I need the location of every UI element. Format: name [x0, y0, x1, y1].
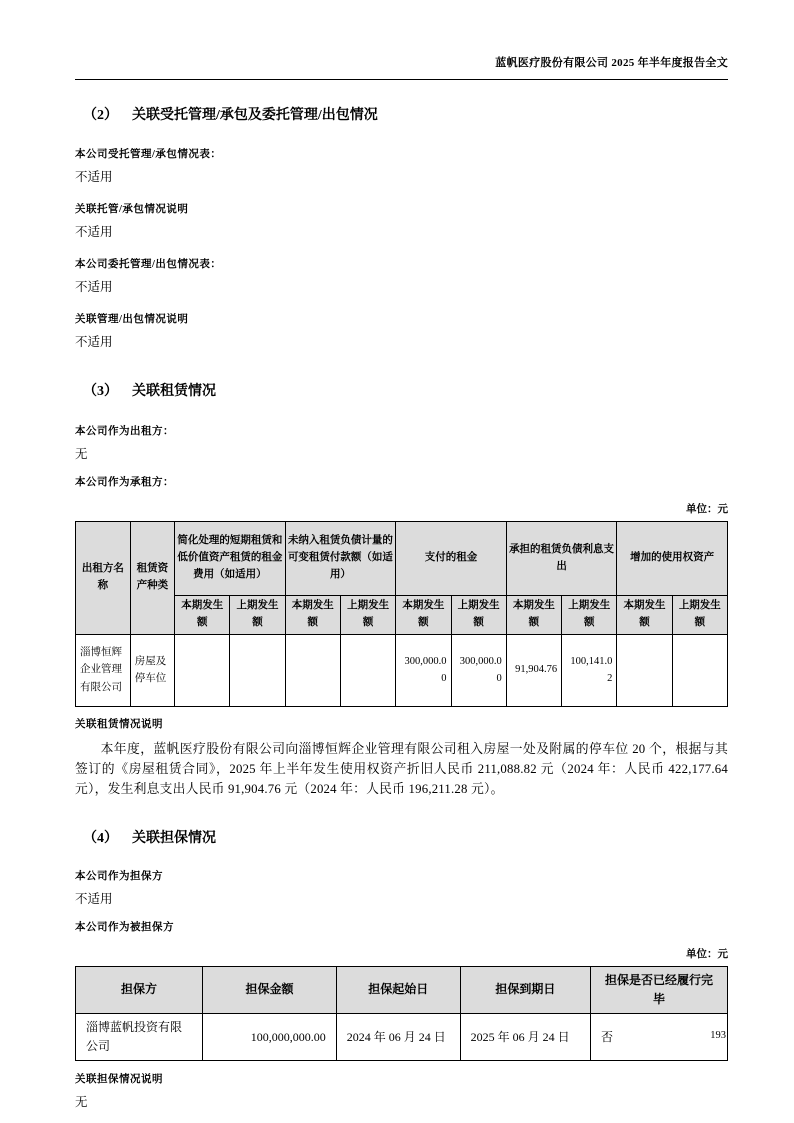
- value-company-as-lessor: 无: [75, 447, 88, 461]
- label-entrusted-management-note: 关联托管/承包情况说明: [75, 204, 189, 215]
- lease-table-unit-label: 单位：元: [686, 504, 728, 515]
- guar-col-amount: 担保金额: [203, 966, 337, 1013]
- lease-cell-value: [230, 634, 285, 706]
- lease-cell-value: 300,000.00: [396, 634, 451, 706]
- guar-cell-amount: 100,000,000.00: [203, 1013, 337, 1060]
- lease-subcol-current: 本期发生额: [175, 596, 230, 635]
- lease-subcol-current: 本期发生额: [396, 596, 451, 635]
- section-3-number: （3）: [83, 384, 118, 399]
- guar-col-start-date: 担保起始日: [336, 966, 460, 1013]
- section-3-title: 关联租赁情况: [132, 384, 216, 399]
- guarantee-table-header-row: [76, 966, 728, 1013]
- lease-subcol-prior: 上期发生额: [340, 596, 395, 635]
- lease-cell-lessor: 淄博恒辉企业管理有限公司: [76, 634, 131, 706]
- label-company-as-guaranteed: 本公司作为被担保方: [75, 921, 174, 933]
- lease-colgroup-interest-expense: 承担的租赁负债利息支出: [506, 522, 617, 596]
- lease-cell-value: 100,141.02: [562, 634, 617, 706]
- lease-subcol-prior: 上期发生额: [451, 596, 506, 635]
- lease-cell-value: [672, 634, 727, 706]
- lease-cell-value: [175, 634, 230, 706]
- lease-colgroup-variable-payments: 未纳入租赁负债计量的可变租赁付款额（如适用）: [285, 522, 396, 596]
- guarantee-table-data-row: [76, 1013, 728, 1060]
- lease-note-paragraph: 本年度，蓝帆医疗股份有限公司向淄博恒辉企业管理有限公司租入房屋一处及附属的停车位 20 个，根据与其签订的《房屋租赁合同》，2025 年上半年发生使用权资产折旧人民币 211,088.82 元（2024 年：人民币 422,177.64 元），发生利息支出人民币 91,904.76 元（2024 年：人民币 196,211.28 元）。: [75, 741, 728, 796]
- guar-cell-start-date: 2024 年 06 月 24 日: [336, 1013, 460, 1060]
- guar-col-fulfilled: 担保是否已经履行完毕: [591, 966, 728, 1013]
- related-guarantee-table: [75, 966, 728, 1062]
- lease-table-data-row: [76, 634, 728, 706]
- lease-cell-value: 300,000.00: [451, 634, 506, 706]
- guar-cell-guarantor: 淄博蓝帆投资有限公司: [76, 1013, 203, 1060]
- section-4-title: 关联担保情况: [132, 830, 216, 846]
- guar-col-guarantor: 担保方: [76, 966, 203, 1013]
- value-guarantee-note: 无: [75, 1095, 88, 1110]
- related-lease-table: [75, 521, 728, 707]
- value-company-as-guarantor: 不适用: [75, 891, 113, 906]
- lease-subcol-current: 本期发生额: [285, 596, 340, 635]
- lease-cell-value: [285, 634, 340, 706]
- lease-subcol-prior: 上期发生额: [672, 596, 727, 635]
- label-company-as-lessor: 本公司作为出租方：: [75, 426, 174, 437]
- label-company-as-lessee: 本公司作为承租方：: [75, 477, 174, 488]
- lease-subcol-prior: 上期发生额: [230, 596, 285, 635]
- lease-subcol-current: 本期发生额: [506, 596, 561, 635]
- lease-colgroup-rou-assets-added: 增加的使用权资产: [617, 522, 728, 596]
- label-guarantee-note: 关联担保情况说明: [75, 1074, 163, 1086]
- section-3-heading: [83, 380, 728, 400]
- guar-cell-fulfilled: 否: [591, 1013, 728, 1060]
- lease-col-asset-type: 租赁资产种类: [130, 522, 174, 635]
- page-number: 193: [710, 1030, 726, 1041]
- value-outsourced-management-note: 不适用: [75, 335, 113, 349]
- section-2-number: （2）: [83, 108, 118, 123]
- section-2-title: 关联受托管理/承包及委托管理/出包情况: [132, 108, 378, 123]
- section-2-heading: [83, 104, 728, 124]
- guar-cell-end-date: 2025 年 06 月 24 日: [460, 1013, 590, 1060]
- label-entrusted-management-table: 本公司受托管理/承包情况表：: [75, 149, 222, 160]
- label-company-as-guarantor: 本公司作为担保方: [75, 870, 163, 882]
- label-lease-note: 关联租赁情况说明: [75, 718, 163, 730]
- lease-cell-asset-type: 房屋及停车位: [130, 634, 174, 706]
- lease-cell-value: 91,904.76: [506, 634, 561, 706]
- guar-col-end-date: 担保到期日: [460, 966, 590, 1013]
- label-outsourced-management-note: 关联管理/出包情况说明: [75, 314, 189, 325]
- guarantee-table-unit-label: 单位：元: [686, 948, 728, 960]
- value-outsourced-management-table: 不适用: [75, 280, 113, 294]
- lease-cell-value: [340, 634, 395, 706]
- lease-colgroup-rent-paid: 支付的租金: [396, 522, 507, 596]
- value-entrusted-management-table: 不适用: [75, 170, 113, 184]
- label-outsourced-management-table: 本公司委托管理/出包情况表：: [75, 259, 222, 270]
- section-4-heading: [83, 827, 728, 847]
- lease-table-group-header-row: [76, 522, 728, 596]
- value-entrusted-management-note: 不适用: [75, 225, 113, 239]
- lease-col-lessor-name: 出租方名称: [76, 522, 131, 635]
- report-header-title: 蓝帆医疗股份有限公司 2025 年半年度报告全文: [75, 54, 728, 80]
- lease-subcol-prior: 上期发生额: [562, 596, 617, 635]
- section-4-number: （4）: [83, 830, 118, 846]
- lease-subcol-current: 本期发生额: [617, 596, 672, 635]
- lease-colgroup-shortterm-lowvalue: 简化处理的短期租赁和低价值资产租赁的租金费用（如适用）: [175, 522, 286, 596]
- lease-cell-value: [617, 634, 672, 706]
